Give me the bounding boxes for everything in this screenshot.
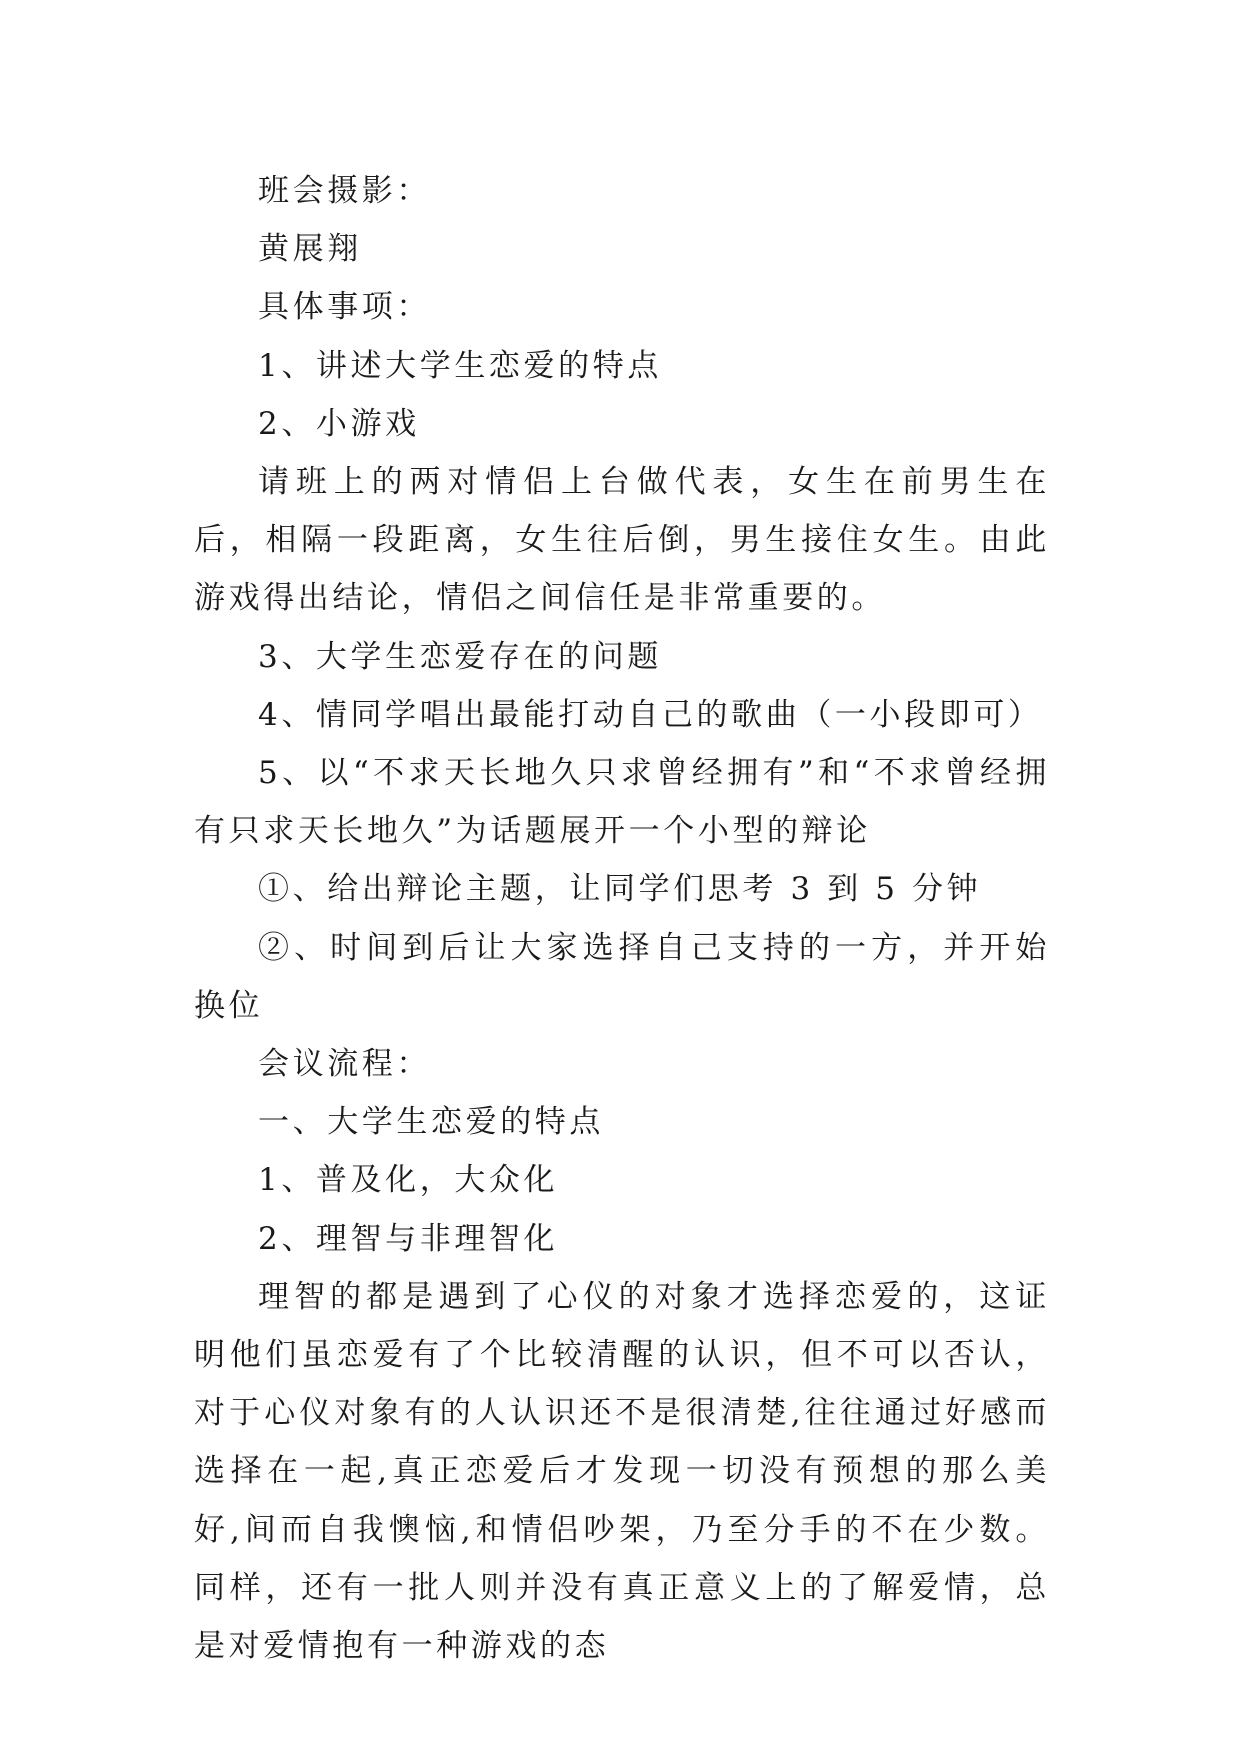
paragraph-subitem-2: ②、时间到后让大家选择自己支持的一方，并开始换位 [194, 929, 1050, 1024]
paragraph-item-4: 4、情同学唱出最能打动自己的歌曲（一小段即可） [258, 696, 1043, 733]
paragraph-item-3: 3、大学生恋爱存在的问题 [258, 638, 662, 675]
paragraph-subitem-1: ①、给出辩论主题，让同学们思考 3 到 5 分钟 [258, 871, 982, 908]
paragraph-item-2: 2、小游戏 [258, 405, 420, 442]
paragraph-photographer-heading: 班会摄影： [258, 173, 431, 209]
paragraph-section-1-heading: 一、大学生恋爱的特点 [258, 1104, 604, 1141]
paragraph-section-1-body: 理智的都是遇到了心仪的对象才选择恋爱的，这证明他们虽恋爱有了个比较清醒的认识，但不可以否认，对于心仪对象有的人认识还不是很清楚,往往通过好感而选择在一起,真正恋爱后才发现一切没有预想的那么美好,间而自我懊恼,和情侣吵架，乃至分手的不在少数。同样，还有一批人则并没有真正意义上的了解爱情，总是对爱情抱有一种游戏的态 [194, 1278, 1050, 1665]
paragraph-agenda-heading: 会议流程： [258, 1046, 431, 1083]
paragraph-game-description: 请班上的两对情侣上台做代表，女生在前男生在后，相隔一段距离，女生往后倒，男生接住女生。由此游戏得出结论，情侣之间信任是非常重要的。 [194, 464, 1050, 617]
paragraph-photographer-name: 黄展翔 [258, 231, 362, 268]
paragraph-item-1: 1、讲述大学生恋爱的特点 [258, 347, 662, 384]
paragraph-section-1-point-2: 2、理智与非理智化 [258, 1220, 559, 1257]
paragraph-section-1-point-1: 1、普及化，大众化 [258, 1162, 559, 1199]
paragraph-details-heading: 具体事项： [258, 289, 431, 326]
document-body [194, 162, 1050, 1675]
paragraph-item-5: 5、以“不求天长地久只求曾经拥有”和“不求曾经拥有只求天长地久”为话题展开一个小型的辩论 [194, 755, 1050, 850]
